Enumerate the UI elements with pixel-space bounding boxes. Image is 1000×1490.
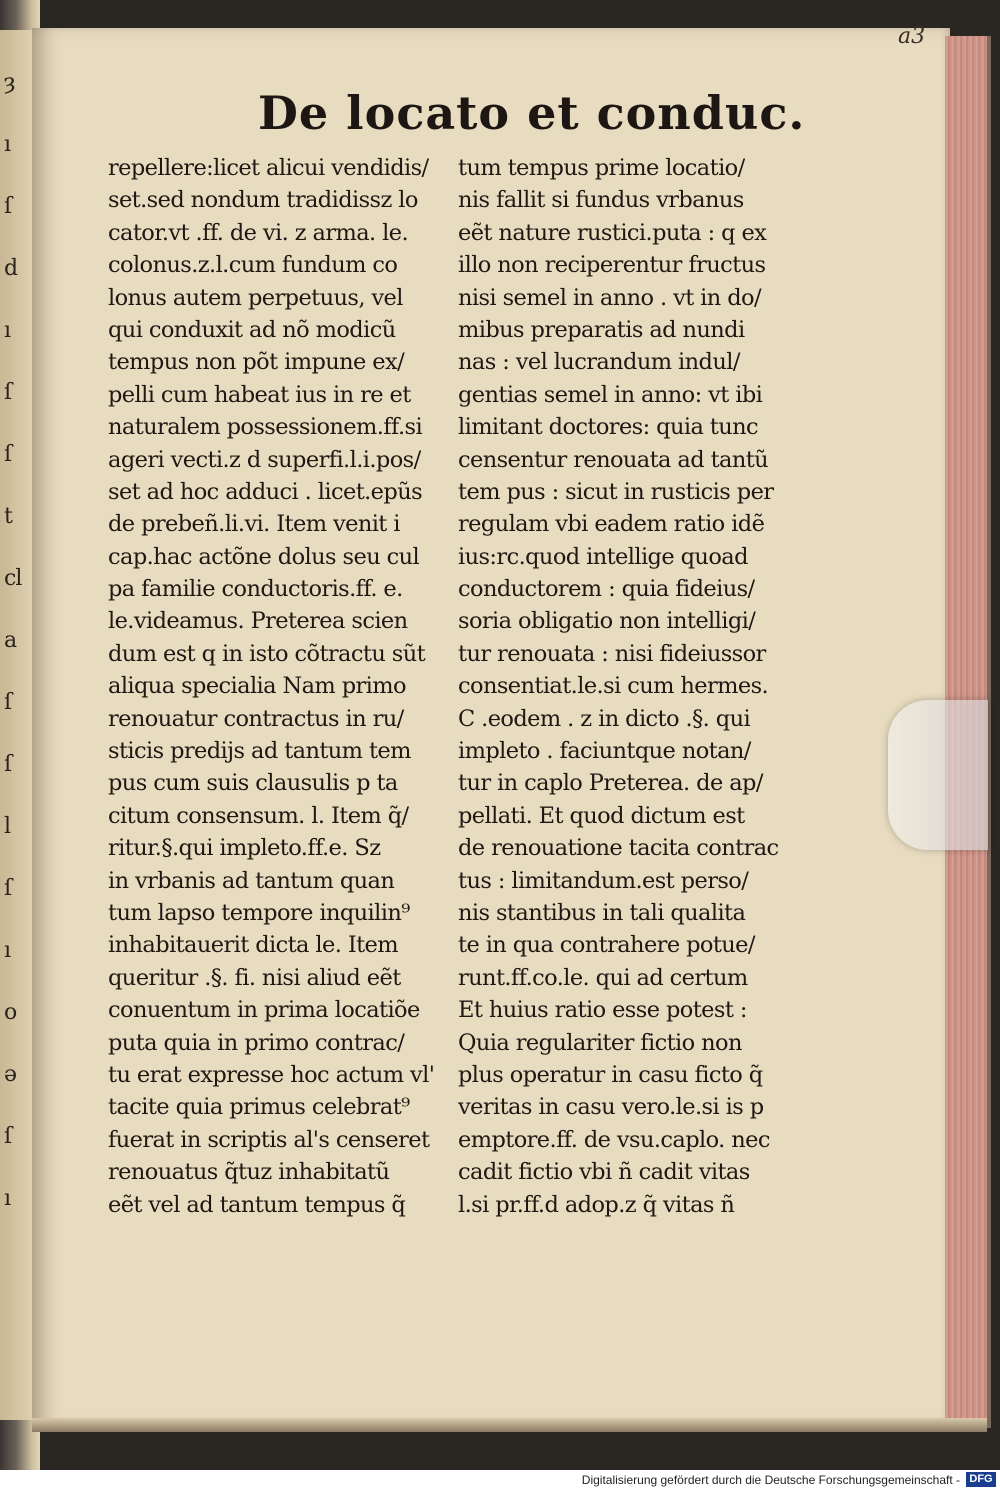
text-line: mibus preparatis ad nundi [458,316,745,343]
prev-page-fragment: ȝ [4,70,15,95]
text-line: Quia regulariter fictio non [458,1029,742,1056]
text-line: veritas in casu vero.le.si is p [458,1094,764,1121]
text-line: tum lapso tempore inquilin⁹ [108,899,410,926]
text-line: ritur.§.qui impleto.ff.e. Sz [108,835,381,862]
prev-page-fragment: ı [4,132,11,157]
text-line: cap.hac actõne dolus seu cul [108,543,420,570]
text-line: ius:rc.quod intellige quoad [458,543,748,570]
text-line: pelli cum habeat ius in re et [108,381,411,408]
text-line: qui conduxit ad nõ modicũ [108,316,396,343]
text-line: aliqua specialia Nam primo [108,673,406,700]
text-line: l.si pr.ff.d adop.z q̃ vitas ñ [458,1191,735,1218]
text-line: runt.ff.co.le. qui ad certum [458,964,748,991]
text-line: de renouatione tacita contrac [458,835,779,862]
footer-bar [0,1470,1000,1490]
text-line: nisi semel in anno . vt in do/ [458,284,761,311]
prev-page-fragment: ſ [4,752,12,777]
dfg-logo: DFG [966,1472,996,1487]
text-line: colonus.z.l.cum fundum co [108,252,398,279]
leaf-number: a3 [898,24,926,49]
text-line: illo non reciperentur fructus [458,252,766,279]
text-line: gentias semel in anno: vt ibi [458,381,763,408]
funding-notice: Digitalisierung gefördert durch die Deutsche Forschungsgemeinschaft - [581,1473,960,1487]
prev-page-fragment: ſ [4,1124,12,1149]
text-line: tacite quia primus celebrat⁹ [108,1094,410,1121]
text-line: tus : limitandum.est perso/ [458,867,749,894]
text-line: ageri vecti.z d superfi.l.i.pos/ [108,446,421,473]
text-line: eẽt vel ad tantum tempus q̃ [108,1191,406,1218]
text-line: repellere:licet alicui vendidis/ [108,155,429,181]
text-line: set.sed nondum tradidissz lo [108,187,418,214]
page-clip [888,700,988,850]
prev-page-fragment: ſ [4,442,12,467]
text-line: impleto . faciuntque notan/ [458,738,751,765]
previous-page-edge [0,30,32,1420]
text-line: pa familie conductoris.ff. e. [108,576,403,603]
text-line: puta quia in primo contrac/ [108,1029,405,1056]
prev-page-fragment: ſ [4,380,12,405]
text-line: tum tempus prime locatio/ [458,155,745,181]
text-line: in vrbanis ad tantum quan [108,867,395,894]
text-line: set ad hoc adduci . licet.epũs [108,478,423,505]
prev-page-fragment: a [4,628,17,653]
prev-page-fragment: l [4,814,11,839]
prev-page-fragment: t [4,504,12,529]
text-line: tempus non põt impune ex/ [108,349,405,376]
text-line: pellati. Et quod dictum est [458,802,745,829]
text-line: censentur renouata ad tantũ [458,446,769,473]
prev-page-fragment: ſ [4,690,12,715]
text-line: emptore.ff. de vsu.caplo. nec [458,1126,770,1153]
prev-page-fragment: ı [4,938,11,963]
text-line: nas : vel lucrandum indul/ [458,349,740,376]
prev-page-fragment: cl [4,566,22,591]
prev-page-fragment: ſ [4,876,12,901]
text-line: cator.vt .ff. de vi. z arma. le. [108,219,409,246]
text-line: consentiat.le.si cum hermes. [458,673,769,700]
text-line: conuentum in prima locatiõe [108,997,420,1024]
text-line: nis stantibus in tali qualita [458,899,746,926]
prev-page-fragment: ı [4,1186,11,1211]
text-line: renouatur contractus in ru/ [108,705,404,732]
text-line: queritur .§. fi. nisi aliud eẽt [108,964,401,991]
text-line: le.videamus. Preterea scien [108,608,408,635]
text-line: C .eodem . z in dicto .§. qui [458,705,751,732]
text-line: limitant doctores: quia tunc [458,414,759,441]
text-line: cadit fictio vbi ñ cadit vitas [458,1159,750,1186]
text-line: nis fallit si fundus vrbanus [458,187,744,214]
text-line: lonus autem perpetuus, vel [108,284,403,311]
prev-page-fragment: ı [4,318,11,343]
text-line: dum est q in isto cõtractu sũt [108,640,426,667]
text-line: conductorem : quia fideius/ [458,576,755,603]
text-line: de prebeñ.li.vi. Item venit i [108,511,400,538]
text-line: citum consensum. l. Item q̃/ [108,802,409,829]
text-line: tem pus : sicut in rusticis per [458,478,774,505]
text-line: regulam vbi eadem ratio idẽ [458,511,765,538]
text-line: plus operatur in casu ficto q̃ [458,1061,763,1088]
text-line: pus cum suis clausulis p ta [108,770,398,797]
text-line: eẽt nature rustici.puta : q ex [458,219,767,246]
prev-page-fragment: ſ [4,194,12,219]
text-line: soria obligatio non intelligi/ [458,608,756,635]
prev-page-fragment: ǝ [4,1062,17,1087]
text-line: renouatus q̃tuz inhabitatũ [108,1159,390,1186]
prev-page-fragment: d [4,256,18,281]
text-line: naturalem possessionem.ff.si [108,414,423,441]
text-line: sticis predijs ad tantum tem [108,738,411,765]
text-line: Et huius ratio esse potest : [458,997,747,1024]
left-text-column [108,152,463,1221]
page-title: De locato et conduc. [258,86,806,140]
text-line: tur in caplo Preterea. de ap/ [458,770,763,797]
right-text-column [458,152,828,1221]
text-line: tu erat expresse hoc actum vl' [108,1061,435,1088]
text-line: inhabitauerit dicta le. Item [108,932,399,959]
text-line: tur renouata : nisi fideiussor [458,640,766,667]
page-bottom-edge [32,1418,987,1432]
text-line: te in qua contrahere potue/ [458,932,755,959]
text-line: fuerat in scriptis al's censeret [108,1126,430,1153]
prev-page-fragment: o [4,1000,17,1025]
